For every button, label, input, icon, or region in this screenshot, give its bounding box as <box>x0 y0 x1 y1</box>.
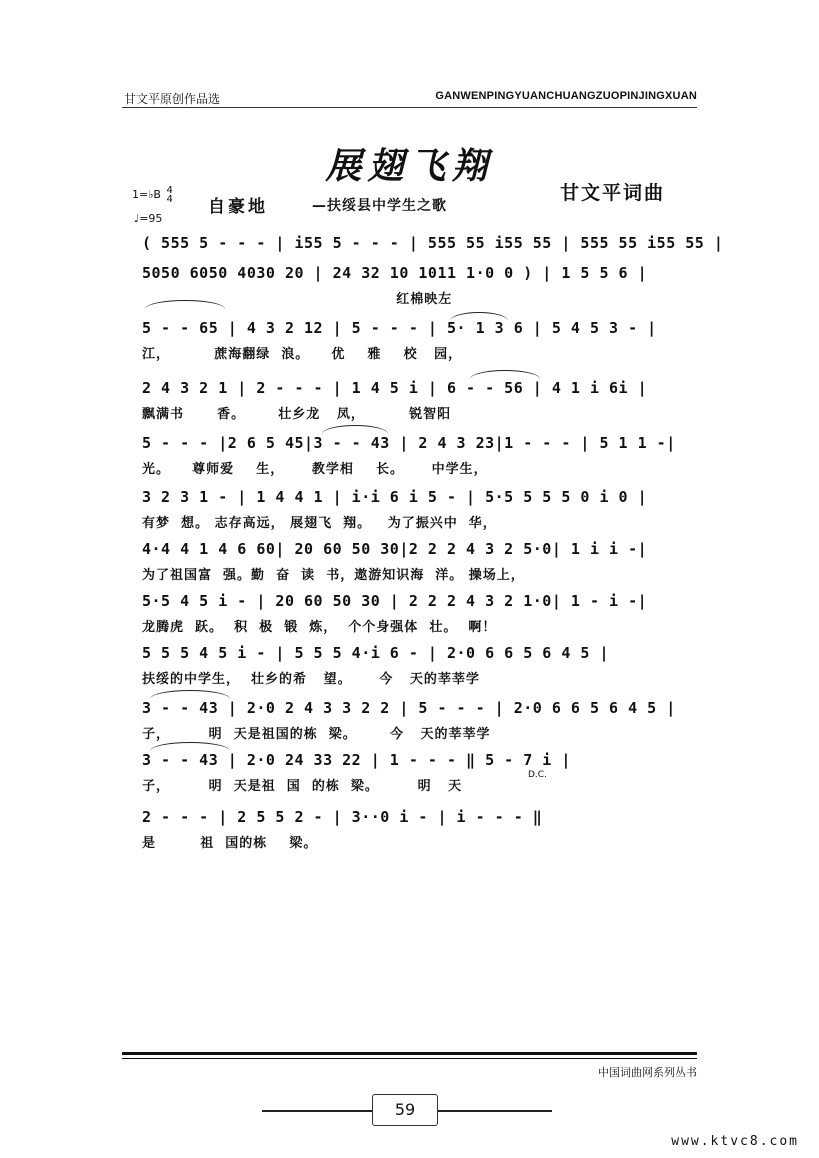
score-row-4-notes: 2 4 3 2 1 | 2 - - - | 1 4 5 i | 6 - - 56 | 4 1 i 6i | <box>142 379 648 397</box>
song-subtitle: —扶绥县中学生之歌 <box>312 198 447 214</box>
score-row-9-notes: 5 5 5 4 5 i - | 5 5 5 4·i 6 - | 2·0 6 6 5 6 4 5 | <box>142 644 610 662</box>
key-signature <box>132 186 173 204</box>
dc-mark: D.C. <box>528 770 547 780</box>
score-row-8-notes: 5·5 4 5 i - | 20 60 50 30 | 2 2 2 4 3 2 1·0| 1 - i -| <box>142 592 648 610</box>
score-row-5-lyrics: 光。 尊师爱 生， 教学相 长。 中学生， <box>142 462 488 477</box>
time-sig-bottom: 4 <box>166 194 173 205</box>
score-row-4-lyrics: 飘满书 香。 壮乡龙 凤， 锐智阳 <box>142 407 452 422</box>
score-row-5-notes: 5 - - - |2 6 5 45|3 - - 43 | 2 4 3 23|1 - - - | 5 1 1 -| <box>142 434 676 452</box>
song-title: 展翅飞翔 <box>325 145 494 187</box>
time-signature <box>166 186 172 204</box>
score-row-6-lyrics: 有梦 想。 志存高远， 展翅飞 翔。 为了振兴中 华， <box>142 516 497 531</box>
slur-arc <box>322 425 388 434</box>
slur-arc <box>150 742 230 751</box>
slur-arc <box>470 370 540 379</box>
score-row-3-notes: 5 - - 65 | 4 3 2 12 | 5 - - - | 5· 1 3 6 | 5 4 5 3 - | <box>142 319 657 337</box>
score-row-10-notes: 3 - - 43 | 2·0 2 4 3 3 2 2 | 5 - - - | 2·0 6 6 5 6 4 5 | <box>142 699 676 717</box>
score-row-12-notes: 2 - - - | 2 5 5 2 - | 3··0 i - | i - - - ‖ <box>142 808 543 826</box>
footer-rule-thick <box>122 1052 697 1055</box>
tempo-marking: ♩=95 <box>134 212 163 225</box>
score-row-6-notes: 3 2 3 1 - | 1 4 4 1 | i·i 6 i 5 - | 5·5 5 5 5 0 i 0 | <box>142 488 648 506</box>
key-label: 1=♭B <box>132 188 161 201</box>
score-row-2-lyrics: 红棉映左 <box>142 292 453 307</box>
footer-series: 中国词曲网系列丛书 <box>598 1066 697 1079</box>
header-left-title: 甘文平原创作品选 <box>124 92 221 106</box>
song-composer: 甘文平词曲 <box>560 182 666 204</box>
score-row-10-lyrics: 子， 明 天是祖国的栋 梁。 今 天的莘莘学 <box>142 727 491 742</box>
footer-rule-thin <box>122 1058 697 1059</box>
score-row-7-notes: 4·4 4 1 4 6 60| 20 60 50 30|2 2 2 4 3 2 5·0| 1 i i -| <box>142 540 648 558</box>
score-row-7-lyrics: 为了祖国富 强。勤 奋 读 书，遨游知识海 洋。 操场上， <box>142 568 525 583</box>
site-watermark: www.ktvc8.com <box>671 1134 799 1149</box>
time-sig-top: 4 <box>166 185 173 196</box>
score-row-11-lyrics: 子， 明 天是祖 国 的栋 梁。 明 天 <box>142 779 463 794</box>
score-row-9-lyrics: 扶绥的中学生， 壮乡的希 望。 今 天的莘莘学 <box>142 672 480 687</box>
score-row-3-lyrics: 江， 蔗海翻绿 浪。 优 雅 校 园， <box>142 347 463 362</box>
score-row-11-notes: 3 - - 43 | 2·0 24 33 22 | 1 - - - ‖ 5 - 7 i | <box>142 751 571 769</box>
header-rule <box>122 107 697 108</box>
page-number: 59 <box>372 1094 438 1126</box>
slur-arc <box>450 312 508 321</box>
score-row-2-notes: 5050 6050 4030 20 | 24 32 10 1011 1·0 0 ) | 1 5 5 6 | <box>142 264 648 282</box>
score-row-12-lyrics: 是 祖 国的栋 梁。 <box>142 836 318 851</box>
score-row-8-lyrics: 龙腾虎 跃。 积 极 锻 炼， 个个身强体 壮。 啊！ <box>142 620 497 635</box>
mood-marking: 自豪地 <box>208 197 268 217</box>
score-row-1-notes: ( 555 5 - - - | i55 5 - - - | 555 55 i55 55 | 555 55 i55 55 | <box>142 234 724 252</box>
header-right-pinyin: GANWENPINGYUANCHUANGZUOPINJINGXUAN <box>435 90 697 102</box>
slur-arc <box>150 690 230 699</box>
